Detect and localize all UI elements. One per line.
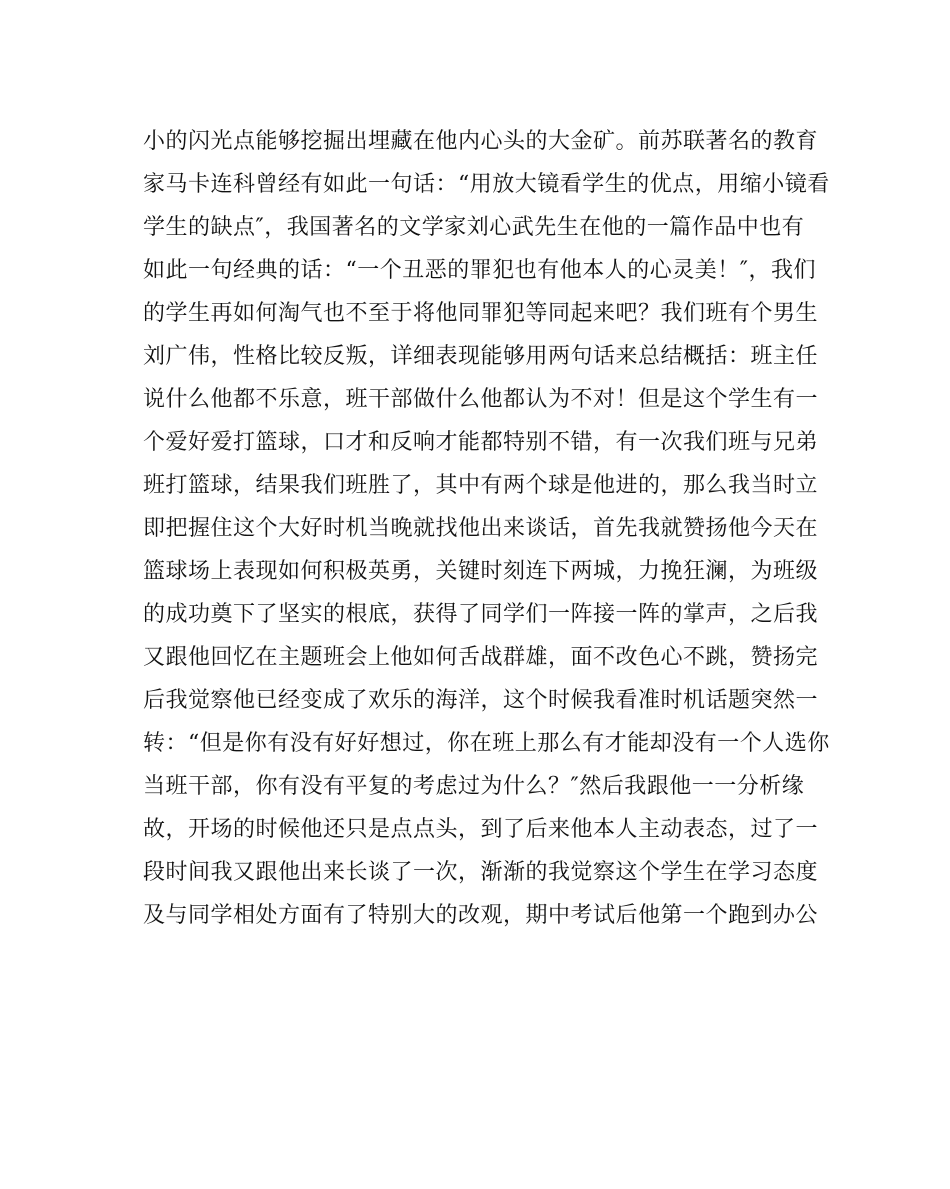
text-line: 故，开场的时候他还只是点点头，到了后来他本人主动表态，过了一 (143, 817, 819, 842)
text-line: 的学生再如何淘气也不至于将他同罪犯等同起来吧？我们班有个男生 (143, 301, 819, 326)
text-line: 段时间我又跟他出来长谈了一次，渐渐的我觉察这个学生在学习态度 (143, 860, 819, 885)
text-line: 刘广伟，性格比较反叛，详细表现能够用两句话来总结概括：班主任 (143, 344, 819, 369)
text-line: 学生的缺点″，我国著名的文学家刘心武先生在他的一篇作品中也有 (143, 215, 805, 240)
text-line: 即把握住这个大好时机当晚就找他出来谈话，首先我就赞扬他今天在 (143, 516, 819, 541)
body-paragraph (143, 120, 830, 937)
text-line: 的成功奠下了坚实的根底，获得了同学们一阵接一阵的掌声，之后我 (143, 602, 819, 627)
text-line: 如此一句经典的话：“一个丑恶的罪犯也有他本人的心灵美！″，我们 (143, 258, 816, 283)
text-line: 当班干部，你有没有平复的考虑过为什么？″然后我跟他一一分析缘 (143, 774, 805, 799)
text-line: 又跟他回忆在主题班会上他如何舌战群雄，面不改色心不跳，赞扬完 (143, 645, 819, 670)
text-line: 后我觉察他已经变成了欢乐的海洋，这个时候我看准时机话题突然一 (143, 688, 819, 713)
text-line: 篮球场上表现如何积极英勇，关键时刻连下两城，力挽狂澜，为班级 (143, 559, 819, 584)
text-line: 说什么他都不乐意，班干部做什么他都认为不对！但是这个学生有一 (143, 387, 819, 412)
text-line: 家马卡连科曾经有如此一句话：“用放大镜看学生的优点，用缩小镜看 (143, 172, 830, 197)
text-line: 班打篮球，结果我们班胜了，其中有两个球是他进的，那么我当时立 (143, 473, 819, 498)
text-line: 转：“但是你有没有好好想过，你在班上那么有才能却没有一个人选你 (143, 731, 830, 756)
text-line: 个爱好爱打篮球，口才和反响才能都特别不错，有一次我们班与兄弟 (143, 430, 819, 455)
text-line: 小的闪光点能够挖掘出埋藏在他内心头的大金矿。前苏联著名的教育 (143, 129, 819, 154)
text-line: 及与同学相处方面有了特别大的改观，期中考试后他第一个跑到办公 (143, 903, 819, 928)
